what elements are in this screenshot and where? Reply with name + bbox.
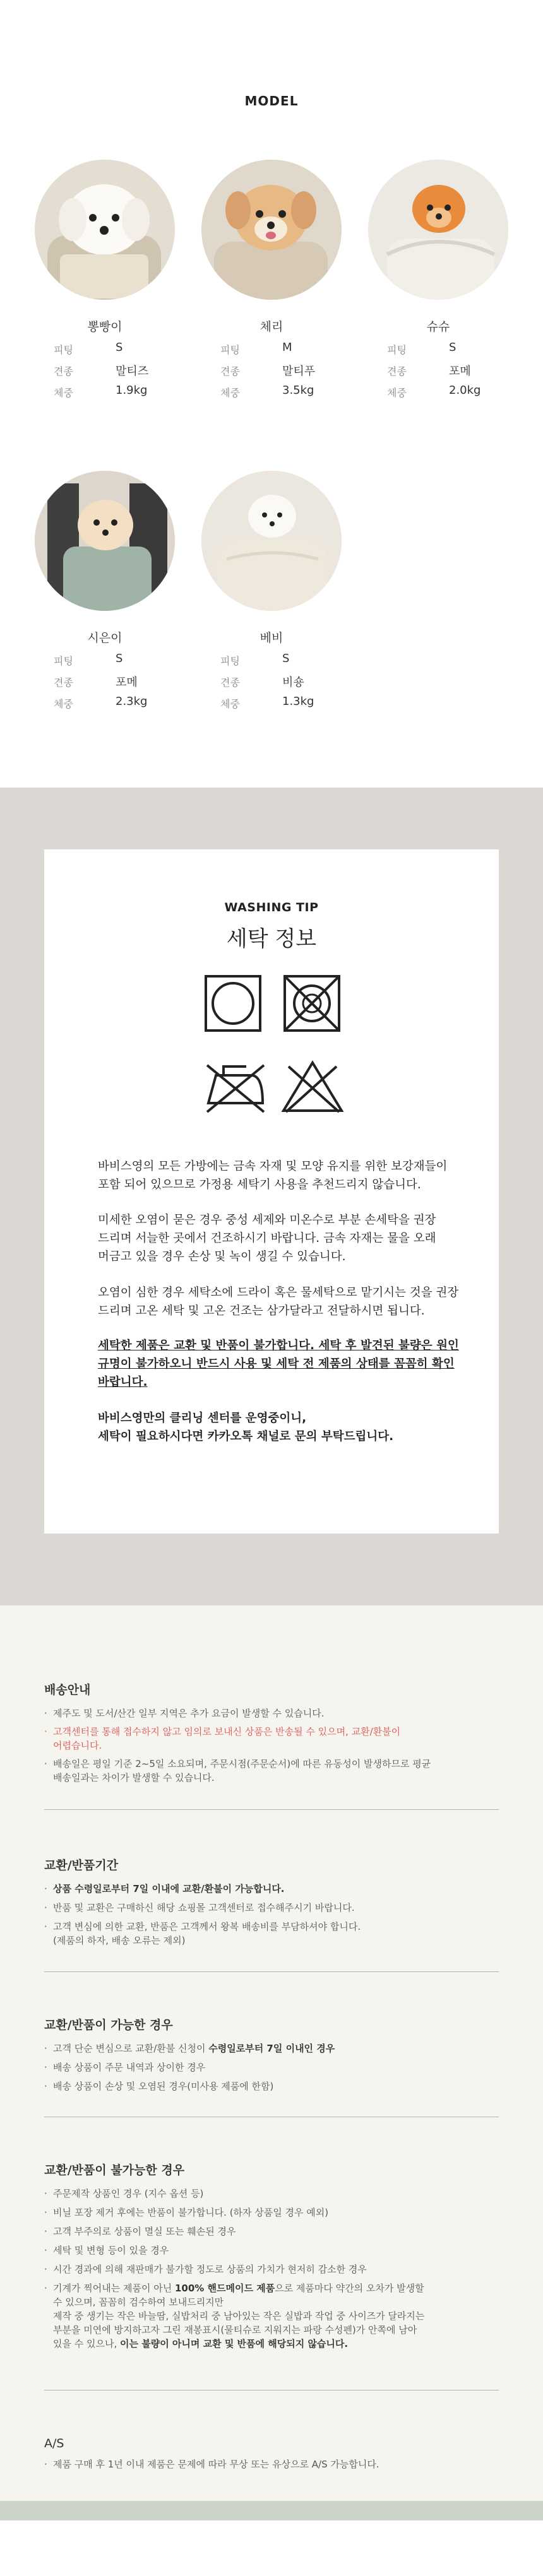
weight-value: 1.9kg <box>116 384 148 397</box>
no-dry-clean-icon <box>283 974 341 1032</box>
list-item: · 반품 및 교환은 구매하신 해당 쇼핑몰 고객센터로 접수해주시기 바랍니다. <box>44 1901 499 1915</box>
list-item-text: 배송일은 평일 기준 2~5일 소요되며, 주문시점(주문순서)에 따른 유동성이 발생하므로 평균 <box>53 1758 431 1770</box>
text-line: 오염이 심한 경우 세탁소에 드라이 혹은 물세탁으로 맡기시는 것을 권장 <box>98 1286 459 1299</box>
breed-row <box>220 362 372 379</box>
breed-label: 견종 <box>54 676 73 688</box>
dog-name: 뽕빵이 <box>87 320 122 334</box>
model-title: MODEL <box>244 93 299 109</box>
fitting-row <box>54 341 205 357</box>
list-item-text: 시간 경과에 의해 재판매가 불가할 정도로 상품의 가치가 현저히 감소한 경우 <box>53 2264 367 2275</box>
fitting-row <box>220 341 372 357</box>
fitting-value: S <box>282 652 290 665</box>
text-line: 바랍니다. <box>98 1376 148 1389</box>
list-item: · 배송일은 평일 기준 2~5일 소요되며, 주문시점(주문순서)에 따른 유동성이 발생하므로 평균 배송일과는 차이가 발생할 수 있습니다. <box>44 1757 499 1785</box>
fitting-label: 피팅 <box>54 344 73 356</box>
return-period-heading: 교환/반품기간 <box>44 1858 119 1872</box>
list-item-text: 고객 변심에 의한 교환, 반품은 고객께서 왕복 배송비를 부담하셔야 합니다. <box>53 1921 361 1932</box>
no-bleach-icon <box>280 1058 345 1116</box>
fitting-row <box>220 652 372 668</box>
breed-label: 견종 <box>54 365 73 377</box>
breed-value: 말티푸 <box>282 365 316 378</box>
washing-paragraph-2 <box>98 1211 464 1266</box>
list-item: · 배송 상품이 손상 및 오염된 경우(미사용 제품에 한함) <box>44 2079 499 2093</box>
list-item: · 비닐 포장 제거 후에는 반품이 불가합니다. (하자 상품일 경우 예외) <box>44 2206 499 2219</box>
list-item: · 고객 단순 변심으로 교환/환불 신청이 수령일로부터 7일 이내인 경우 <box>44 2043 335 2054</box>
model-card-1 <box>35 160 186 399</box>
list-item: · 시간 경과에 의해 재판매가 불가할 정도로 상품의 가치가 현저히 감소한 경우 <box>44 2262 499 2276</box>
washing-paragraph-1 <box>98 1157 464 1194</box>
breed-value: 말티즈 <box>116 365 149 378</box>
dog-photo <box>35 160 175 300</box>
fitting-value: S <box>116 341 123 354</box>
breed-value: 포메 <box>116 676 138 689</box>
list-item-text: 100% 핸드메이드 제품 <box>174 2283 275 2294</box>
dog-photo <box>201 471 342 611</box>
fitting-row <box>387 341 539 357</box>
weight-value: 3.5kg <box>282 384 314 397</box>
list-item-text: 주문제작 상품인 경우 (지수 옵션 등) <box>53 2188 204 2199</box>
list-item: · 고객센터를 통해 접수하지 않고 임의로 보내신 상품은 반송될 수 있으며, 교환/환불이 어렵습니다. <box>44 1725 499 1752</box>
footer-bar <box>0 2501 543 2520</box>
weight-label: 체중 <box>387 387 407 399</box>
list-item-text: 고객센터를 통해 접수하지 않고 임의로 보내신 상품은 반송될 수 있으며, 교환/환불이 <box>53 1726 401 1737</box>
text-line: 포함 되어 있으므로 가정용 세탁기 사용을 추천드리지 않습니다. <box>98 1178 421 1191</box>
list-item-text: 제작 중 생기는 작은 바늘땀, 실밥처리 중 남아있는 작은 실밥과 작업 중 사이즈가 달라지는 <box>53 2310 425 2322</box>
return-possible-heading: 교환/반품이 가능한 경우 <box>44 2018 173 2032</box>
breed-label: 견종 <box>387 365 407 377</box>
dog-photo <box>368 160 508 300</box>
list-item: · 배송 상품이 주문 내역과 상이한 경우 <box>44 2060 499 2074</box>
breed-row <box>220 673 372 690</box>
shipping-info-section <box>0 1605 543 2520</box>
no-iron-icon <box>202 1058 268 1116</box>
weight-value: 1.3kg <box>282 695 314 708</box>
breed-value: 비숑 <box>282 676 304 689</box>
text-line: 드리며 고온 세탁 및 고온 건조는 삼가달라고 전달하시면 됩니다. <box>98 1304 425 1318</box>
breed-row <box>54 362 205 379</box>
list-item-text: 수령일로부터 7일 이내인 경우 <box>208 2043 335 2054</box>
breed-row <box>54 673 205 690</box>
model-card-5 <box>201 471 353 710</box>
fitting-value: S <box>449 341 456 354</box>
list-item-text: 비닐 포장 제거 후에는 반품이 불가합니다. (하자 상품일 경우 예외) <box>53 2207 329 2218</box>
list-item-text: (제품의 하자, 배송 오류는 제외) <box>53 1935 186 1946</box>
weight-label: 체중 <box>54 698 73 710</box>
weight-row <box>387 384 539 400</box>
list-item-text: 고객 단순 변심으로 교환/환불 신청이 <box>53 2043 206 2054</box>
dog-name: 베비 <box>260 631 283 645</box>
as-heading: A/S <box>44 2437 64 2450</box>
weight-label: 체중 <box>220 387 240 399</box>
list-item: · 세탁 및 변형 등이 있을 경우 <box>44 2243 499 2257</box>
weight-value: 2.0kg <box>449 384 481 397</box>
list-item-text: 제품 구매 후 1년 이내 제품은 문제에 따라 무상 또는 유상으로 A/S 가능합니다. <box>53 2459 379 2470</box>
list-item-text: 반품 및 교환은 구매하신 해당 쇼핑몰 고객센터로 접수해주시기 바랍니다. <box>53 1902 355 1913</box>
model-card-3 <box>368 160 520 399</box>
weight-row <box>54 384 205 400</box>
text-line: 드리며 서늘한 곳에서 건조하시기 바랍니다. 금속 자재는 물을 오래 <box>98 1232 436 1245</box>
model-card-4 <box>35 471 186 710</box>
weight-row <box>220 384 372 400</box>
list-item: · 상품 수령일로부터 7일 이내에 교환/환불이 가능합니다. <box>44 1882 499 1896</box>
dog-name: 슈슈 <box>426 320 450 334</box>
list-item: · 고객 변심에 의한 교환, 반품은 고객께서 왕복 배송비를 부담하셔야 합니다. (제품의 하자, 배송 오류는 제외) <box>44 1920 499 1947</box>
washing-paragraph-3 <box>98 1284 464 1320</box>
text-line: 세탁한 제품은 교환 및 반품이 불가합니다. 세탁 후 발견된 불량은 원인 <box>98 1339 459 1352</box>
list-item-text: 수 있으며, 꼼꼼히 검수하여 보내드리지만 <box>53 2296 224 2308</box>
weight-value: 2.3kg <box>116 695 148 708</box>
list-item: · 주문제작 상품인 경우 (지수 옵션 등) <box>44 2187 499 2201</box>
list-item-text: 배송 상품이 손상 및 오염된 경우(미사용 제품에 한함) <box>53 2081 274 2092</box>
washing-card <box>44 849 499 1533</box>
dog-photo <box>201 160 342 300</box>
washing-title-en: WASHING TIP <box>224 901 319 914</box>
list-item-text: 부분을 미연에 방지하고자 그린 재봉표시(물티슈로 지워지는 파랑 수성펜)가 안쪽에 남아 <box>53 2324 417 2336</box>
weight-label: 체중 <box>220 698 240 710</box>
list-item: · 고객 부주의로 상품이 멸실 또는 훼손된 경우 <box>44 2224 499 2238</box>
delivery-heading: 배송안내 <box>44 1683 91 1697</box>
weight-row <box>220 695 372 711</box>
text-line: 바비스영만의 클리닝 센터를 운영중이니, <box>98 1412 307 1425</box>
list-item-text: 배송일과는 차이가 발생할 수 있습니다. <box>53 1772 215 1783</box>
divider <box>44 1809 499 1810</box>
divider <box>44 1971 499 1972</box>
return-impossible-heading: 교환/반품이 불가능한 경우 <box>44 2163 185 2177</box>
fitting-row <box>54 652 205 668</box>
list-item-text: 세탁 및 변형 등이 있을 경우 <box>53 2245 169 2256</box>
list-item: · 기계가 찍어내는 제품이 아닌 100% 핸드메이드 제품으로 제품마다 약간의 오차가 발생할 수 있으며, 꼼꼼히 검수하여 보내드리지만 제작 중 생기는 작은 바늘땀, 실밥처리 중 남아있는 작은 실밥과 작업 중 사이즈가 달라지는 부분을 미연에 방지하고자 그린 재봉표시(물티슈로 지워지는 파랑 수성펜)가 안쪽에 남아 있을 수 있으나, 이는 불량이 아니며 교환 및 반품에 해당되지 않습니다. <box>44 2281 499 2351</box>
dog-photo <box>35 471 175 611</box>
list-item: · 제품 구매 후 1년 이내 제품은 문제에 따라 무상 또는 유상으로 A/S 가능합니다. <box>44 2457 499 2471</box>
list-item-text: 제주도 및 도서/산간 일부 지역은 추가 요금이 발생할 수 있습니다. <box>53 1708 325 1719</box>
fitting-label: 피팅 <box>387 344 407 356</box>
dog-name: 시은이 <box>87 631 122 645</box>
list-item-text: 이는 불량이 아니며 교환 및 반품에 해당되지 않습니다. <box>120 2338 349 2349</box>
no-tumble-dry-icon <box>204 974 262 1032</box>
dog-name: 체리 <box>260 320 283 334</box>
fitting-label: 피팅 <box>220 655 240 667</box>
text-line: 머금고 있을 경우 손상 및 녹이 생길 수 있습니다. <box>98 1250 346 1263</box>
list-item-text: 어렵습니다. <box>53 1740 102 1751</box>
list-item-text: 기계가 찍어내는 제품이 아닌 <box>53 2283 172 2294</box>
list-item: · 제주도 및 도서/산간 일부 지역은 추가 요금이 발생할 수 있습니다. <box>44 1706 499 1720</box>
fitting-label: 피팅 <box>220 344 240 356</box>
washing-warning <box>98 1337 464 1391</box>
washing-title-ko: 세탁 정보 <box>226 926 317 952</box>
list-item-text: 상품 수령일로부터 7일 이내에 교환/환불이 가능합니다. <box>53 1883 285 1894</box>
list-item-text: 배송 상품이 주문 내역과 상이한 경우 <box>53 2062 206 2073</box>
text-line: 규명이 불가하오니 반드시 사용 및 세탁 전 제품의 상태를 꼼꼼히 확인 <box>98 1357 455 1371</box>
weight-row <box>54 695 205 711</box>
fitting-label: 피팅 <box>54 655 73 667</box>
washing-paragraph-5 <box>98 1409 464 1446</box>
text-line: 바비스영의 모든 가방에는 금속 자재 및 모양 유지를 위한 보강재들이 <box>98 1160 448 1173</box>
fitting-value: M <box>282 341 292 354</box>
list-item-text: 으로 제품마다 약간의 오차가 발생할 <box>275 2283 424 2294</box>
model-section <box>0 0 543 788</box>
weight-label: 체중 <box>54 387 73 399</box>
text-line: 세탁이 필요하시다면 카카오톡 채널로 문의 부탁드립니다. <box>98 1430 394 1443</box>
breed-value: 포메 <box>449 365 471 378</box>
breed-row <box>387 362 539 379</box>
model-card-2 <box>201 160 353 399</box>
list-item-text: 있을 수 있으나, <box>53 2338 117 2349</box>
breed-label: 견종 <box>220 365 240 377</box>
washing-section <box>0 788 543 1605</box>
breed-label: 견종 <box>220 676 240 688</box>
list-item-text: 고객 부주의로 상품이 멸실 또는 훼손된 경우 <box>53 2226 236 2237</box>
fitting-value: S <box>116 652 123 665</box>
text-line: 미세한 오염이 묻은 경우 중성 세제와 미온수로 부분 손세탁을 권장 <box>98 1214 436 1227</box>
